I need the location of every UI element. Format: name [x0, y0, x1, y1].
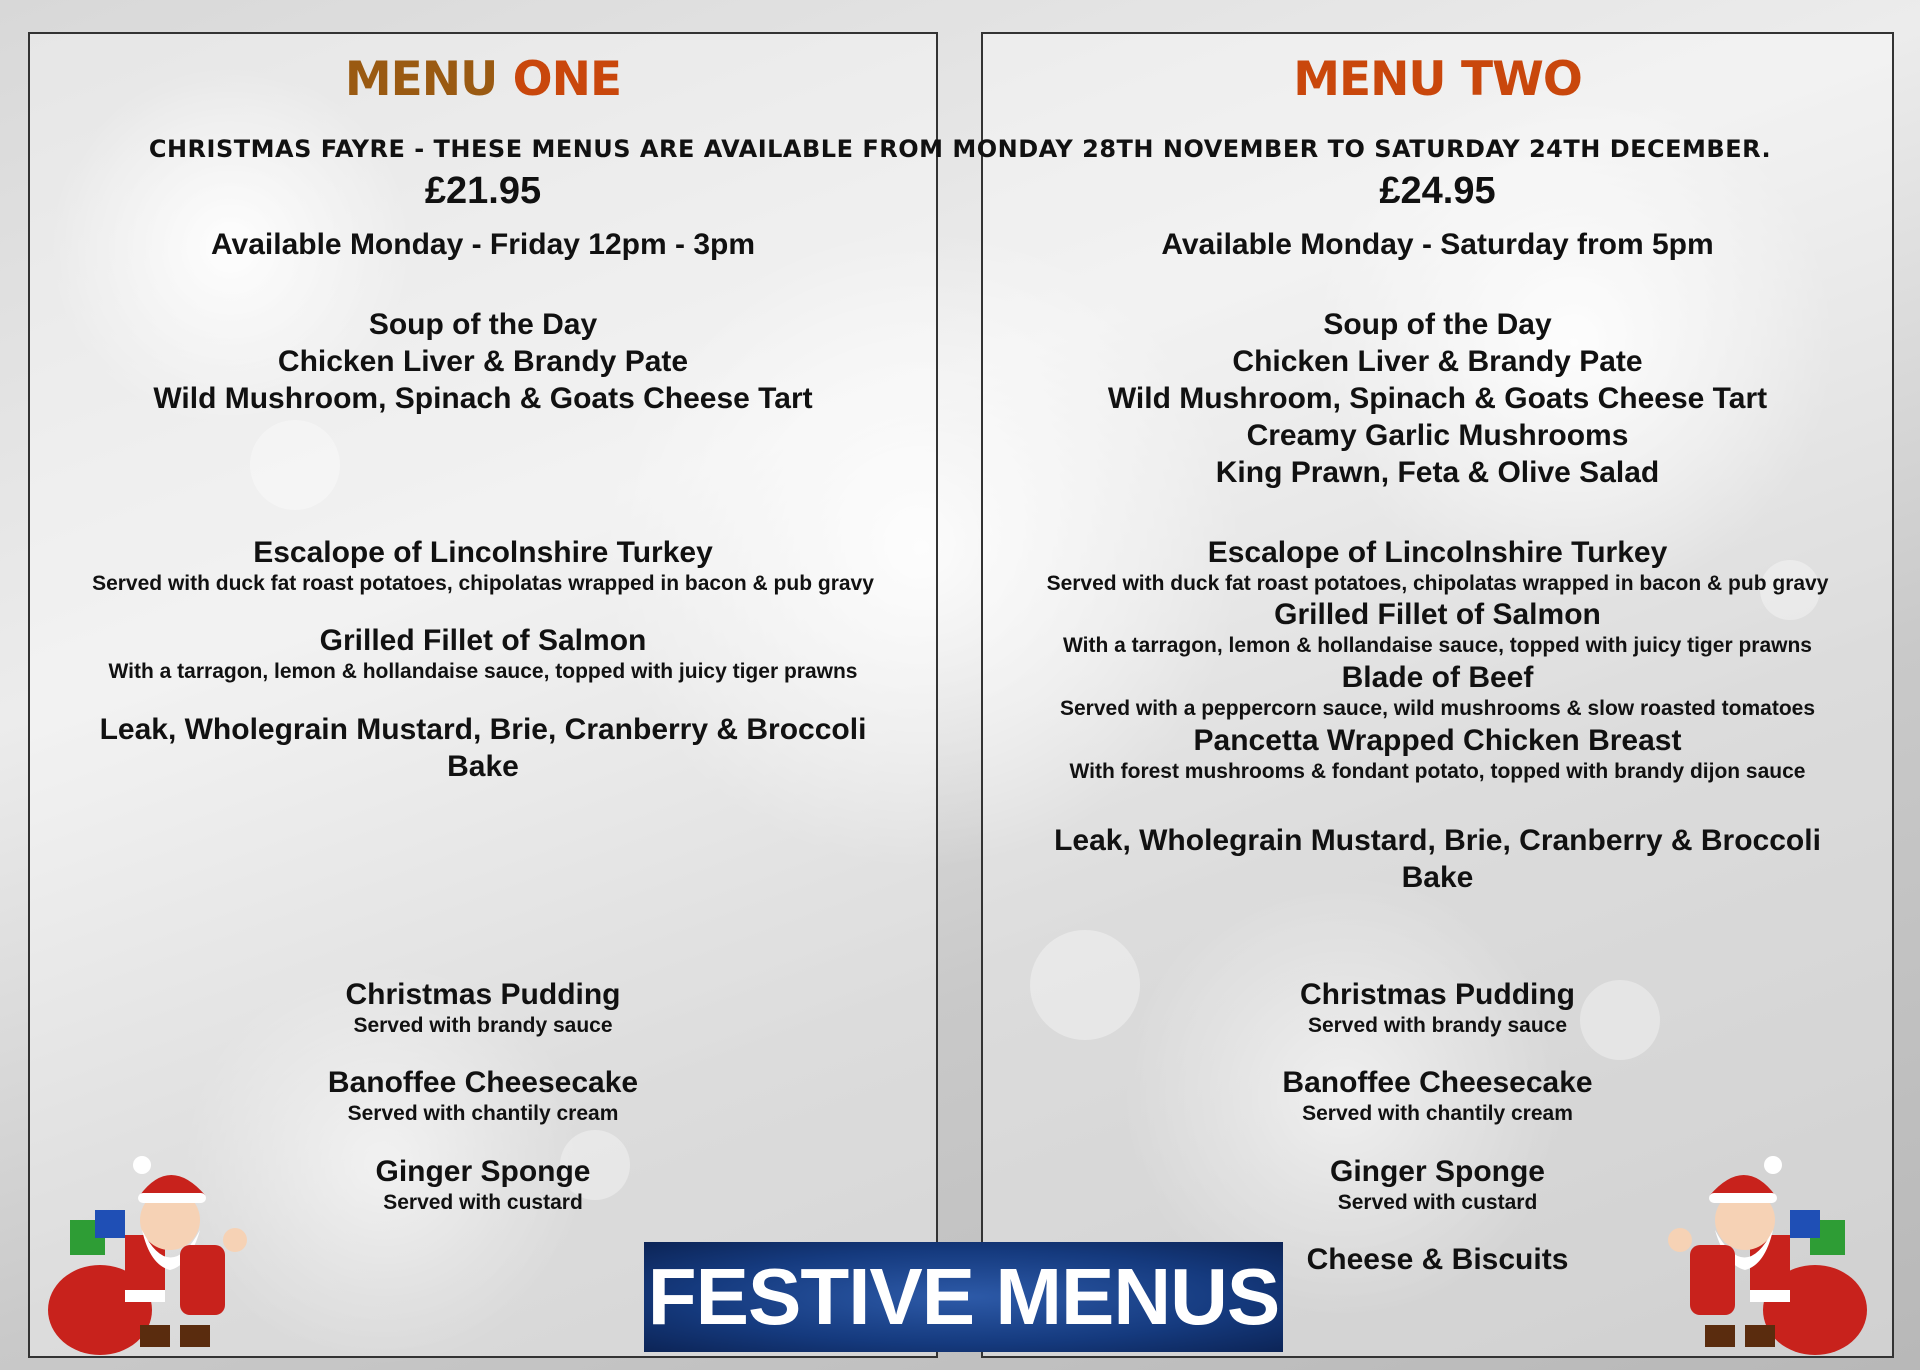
starter-item: Soup of the Day — [1323, 308, 1552, 341]
main-item-name: Grilled Fillet of Salmon — [1274, 598, 1601, 631]
starter-item: Wild Mushroom, Spinach & Goats Cheese Tart — [1107, 382, 1768, 415]
menu-one-title-word1: MENU — [344, 52, 498, 107]
dessert-desc: Served with chantily cream — [1302, 1102, 1573, 1125]
starter-item: Wild Mushroom, Spinach & Goats Cheese Tart — [153, 382, 813, 415]
dessert-desc: Served with brandy sauce — [1307, 1014, 1568, 1037]
festive-menus-text: FESTIVE MENUS — [647, 1252, 1280, 1341]
festive-menus-banner — [644, 1242, 1283, 1352]
main-item-desc: With forest mushrooms & fondant potato, topped with brandy dijon sauce — [1069, 760, 1806, 783]
menu-one-title — [28, 52, 938, 107]
menu-one-title-word2: ONE — [512, 52, 622, 107]
dessert-name: Banoffee Cheesecake — [1282, 1066, 1593, 1099]
dessert-name: Ginger Sponge — [1329, 1155, 1545, 1188]
main-item-name: Pancetta Wrapped Chicken Breast — [1193, 724, 1682, 757]
dessert-desc: Served with chantily cream — [347, 1102, 619, 1125]
starter-item: Soup of the Day — [368, 308, 598, 341]
menu-one-availability: Available Monday - Friday 12pm - 3pm — [210, 228, 756, 261]
main-item-desc: Served with a peppercorn sauce, wild mushrooms & slow roasted tomatoes — [1059, 697, 1816, 720]
main-item-desc: With a tarragon, lemon & hollandaise sauce, topped with juicy tiger prawns — [1063, 634, 1812, 657]
starter-item: Creamy Garlic Mushrooms — [1246, 419, 1629, 452]
veg-main-line2: Bake — [447, 750, 519, 783]
veg-main-line1: Leak, Wholegrain Mustard, Brie, Cranberry & Broccoli — [1054, 824, 1821, 857]
dessert-name: Ginger Sponge — [375, 1155, 591, 1188]
dessert-desc: Served with custard — [1337, 1191, 1538, 1214]
santa-illustration-left — [30, 1125, 270, 1365]
menu-two-title-word1: MENU — [1293, 52, 1446, 107]
main-item-name: Escalope of Lincolnshire Turkey — [253, 536, 713, 569]
santa-illustration-right — [1645, 1125, 1885, 1365]
dessert-desc: Served with brandy sauce — [353, 1014, 613, 1037]
starter-item: King Prawn, Feta & Olive Salad — [1215, 456, 1660, 489]
main-item-desc: With a tarragon, lemon & hollandaise sauce, topped with juicy tiger prawns — [108, 660, 858, 683]
veg-main-line1: Leak, Wholegrain Mustard, Brie, Cranberry & Broccoli — [99, 713, 867, 746]
menu-two-title — [981, 52, 1894, 107]
menu-two-title-word2: TWO — [1460, 52, 1582, 107]
availability-banner: CHRISTMAS FAYRE - THESE MENUS ARE AVAILABLE FROM MONDAY 28TH NOVEMBER TO SATURDAY 24TH DECEMBER. — [148, 135, 1772, 163]
main-item-name: Blade of Beef — [1341, 661, 1534, 694]
veg-main-line2: Bake — [1401, 861, 1474, 894]
dessert-name: Christmas Pudding — [345, 978, 621, 1011]
menu-one-price: £21.95 — [424, 170, 542, 212]
dessert-desc: Served with custard — [383, 1191, 583, 1214]
cheese-item: Cheese & Biscuits — [1306, 1243, 1569, 1276]
main-item-desc: Served with duck fat roast potatoes, chipolatas wrapped in bacon & pub gravy — [92, 572, 874, 595]
menu-two-price: £24.95 — [1379, 170, 1496, 212]
menu-two-availability: Available Monday - Saturday from 5pm — [1161, 228, 1714, 261]
starter-item: Chicken Liver & Brandy Pate — [1232, 345, 1643, 378]
dessert-name: Christmas Pudding — [1299, 978, 1576, 1011]
starter-item: Chicken Liver & Brandy Pate — [277, 345, 689, 378]
main-item-name: Grilled Fillet of Salmon — [319, 624, 647, 657]
dessert-name: Banoffee Cheesecake — [327, 1066, 639, 1099]
main-item-desc: Served with duck fat roast potatoes, chipolatas wrapped in bacon & pub gravy — [1046, 572, 1829, 595]
main-item-name: Escalope of Lincolnshire Turkey — [1207, 536, 1668, 569]
